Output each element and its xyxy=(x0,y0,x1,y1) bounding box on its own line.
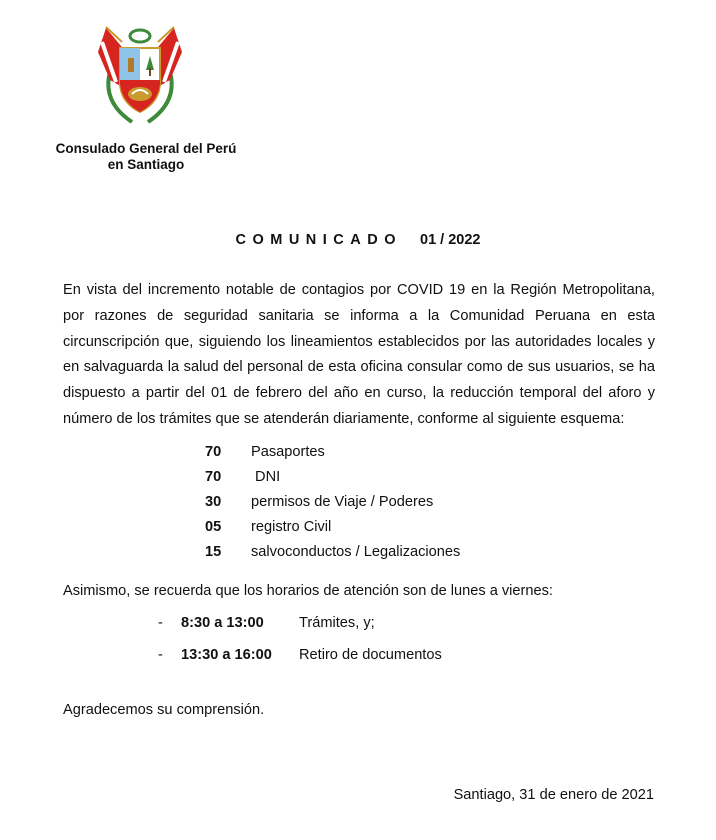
schedule-qty: 70 xyxy=(205,444,222,460)
schedule-service: permisos de Viaje / Poderes xyxy=(251,494,434,510)
hours-intro: Asimismo, se recuerda que los horarios de atención son de lunes a viernes: xyxy=(63,583,553,599)
peru-coat-of-arms-icon xyxy=(92,22,188,130)
schedule-service: Pasaportes xyxy=(251,444,325,460)
consulate-line-2: en Santiago xyxy=(107,157,185,172)
schedule-qty: 70 xyxy=(205,469,222,485)
hours-desc: Retiro de documentos xyxy=(299,647,442,663)
schedule-service: DNI xyxy=(251,469,281,485)
service-schedule xyxy=(205,440,460,565)
hours-desc: Trámites, y; xyxy=(299,615,375,631)
consulate-line-1: Consulado General del Perú xyxy=(55,141,237,156)
closing-text: Agradecemos su comprensión. xyxy=(63,702,265,718)
document-title xyxy=(0,232,716,248)
schedule-row xyxy=(205,440,460,465)
hours-dash: - xyxy=(158,615,163,631)
signoff-date: Santiago, 31 de enero de 2021 xyxy=(453,787,654,803)
hours-row xyxy=(158,613,442,645)
consulate-name xyxy=(48,141,244,173)
hours-dash: - xyxy=(158,647,163,663)
schedule-qty: 30 xyxy=(205,494,222,510)
schedule-row xyxy=(205,540,460,565)
title-word: COMUNICADO xyxy=(235,232,402,248)
hours-time: 8:30 a 13:00 xyxy=(181,615,264,631)
schedule-row xyxy=(205,465,460,490)
title-number: 01 / 2022 xyxy=(420,232,481,248)
hours-time: 13:30 a 16:00 xyxy=(181,647,272,663)
schedule-service: salvoconductos / Legalizaciones xyxy=(251,544,461,560)
schedule-service: registro Civil xyxy=(251,519,332,535)
body-paragraph: En vista del incremento notable de contagios por COVID 19 en la Región Metropolitana, por razones de seguridad sanitaria se informa a la Comunidad Peruana en esta circunscripción que, siguiendo los lineamientos establecidos por las autoridades locales y en salvaguarda la salud del personal de esta oficina consular como de sus usuarios, se ha dispuesto a partir del 01 de febrero del año en curso, la reducción temporal del aforo y número de los trámites que se atenderán diariamente, conforme al siguiente esquema: xyxy=(63,282,655,427)
office-hours xyxy=(158,613,442,677)
schedule-qty: 05 xyxy=(205,519,222,535)
schedule-row xyxy=(205,490,460,515)
schedule-row xyxy=(205,515,460,540)
schedule-qty: 15 xyxy=(205,544,222,560)
hours-row xyxy=(158,645,442,677)
